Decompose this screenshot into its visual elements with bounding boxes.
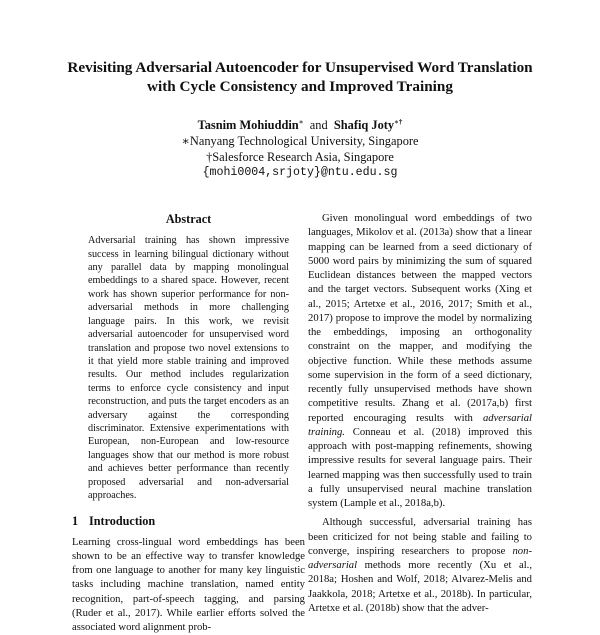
p1-emphasis: adversarial training. xyxy=(308,412,532,438)
intro-paragraph: Learning cross-lingual word embeddings has been shown to be an effective way to transfer knowledge from one language to another for many key linguistic tasks including machine translation, named entity recognition, part-of-speech tagging, and parsing (Ruder et al., 2017). While earlier efforts solved the associated word alignment prob- xyxy=(72,536,305,634)
author-block xyxy=(40,114,560,181)
p2-text-b: methods more recently (Xu et al., 2018a; Hoshen and Wolf, 2018; Alvarez-Melis and Jaakkola, 2018; Artetxe et al., 2018b). In particular, Artetxe et al. (2018b) show that the adver- xyxy=(308,560,532,614)
author-email: {mohi0004,srjoty}@ntu.edu.sg xyxy=(202,166,398,180)
author-names xyxy=(40,114,560,133)
p1-text-a: Given monolingual word embeddings of two languages, Mikolov et al. (2013a) show that a linear mapping can be learned from a seed dictionary of 5000 word pairs by minimizing the sum of squared Euclidean distances between the mapped vectors and the target vectors. Subsequent works (Xing et al., 2015; Artetxe et al., 2016, 2017; Smith et al., 2017) propose to improve the model by normalizing the embeddings, imposing an orthogonality constraint on the mapper, and modifying the objective function. While these methods assume some supervision in the form of a seed dictionary, recently fully unsupervised methods have shown competitive results. Zhang et al. (2017a,b) first reported encouraging results with xyxy=(308,213,532,424)
abstract-text: Adversarial training has shown impressive success in learning bilingual dictionary without any parallel data by mapping monolingual embeddings to a shared space. However, recent work has shown superior performance for non-adversarial methods in more challenging language pairs. In this work, we revisit adversarial autoencoder for unsupervised word translation and propose two novel extensions to it that yield more stable training and improved results. Our method includes regularization terms to enforce cycle consistency and input reconstruction, and puts the target encoders as an adversary against the corresponding discriminator. Extensive experimentations with European, non-European and low-resource languages show that our method is more robust and achieves better performance than recently proposed adversarial and non-adversarial approaches. xyxy=(88,235,289,501)
left-column xyxy=(72,212,305,635)
right-paragraph-1 xyxy=(308,212,532,511)
title-line-1: Revisiting Adversarial Autoencoder for Unsupervised Word Translation xyxy=(67,59,533,76)
affiliation-1: ∗Nanyang Technological University, Singapore xyxy=(181,134,419,149)
author-2: Shafiq Joty xyxy=(333,118,395,133)
right-paragraph-2 xyxy=(308,516,532,616)
p2-text-a: Although successful, adversarial training has been criticized for not being stable and failing to converge, inspiring researchers to propose xyxy=(308,517,532,557)
author-1: Tasnim Mohiuddin xyxy=(197,118,299,133)
p2-emphasis: non-adversarial xyxy=(308,545,532,571)
author-2-mark: ∗† xyxy=(394,118,403,126)
section-number: 1 xyxy=(72,514,79,529)
affiliation-2: †Salesforce Research Asia, Singapore xyxy=(206,150,394,165)
abstract-heading: Abstract xyxy=(165,212,212,226)
title-line-2: with Cycle Consistency and Improved Training xyxy=(147,78,453,95)
p1-text-b: Conneau et al. (2018) improved this approach with post-mapping refinements, showing impressive results for several language pairs. Their learned mapping was then successfully used to train a fully unsupervised neural machine translation system (Lample et al., 2018a,b). xyxy=(308,426,532,509)
author-1-mark: ∗ xyxy=(298,118,304,126)
section-heading-introduction xyxy=(72,514,305,528)
section-title: Introduction xyxy=(89,514,156,529)
paper-title xyxy=(40,58,560,96)
author-and: and xyxy=(309,118,328,133)
right-column xyxy=(308,212,532,616)
